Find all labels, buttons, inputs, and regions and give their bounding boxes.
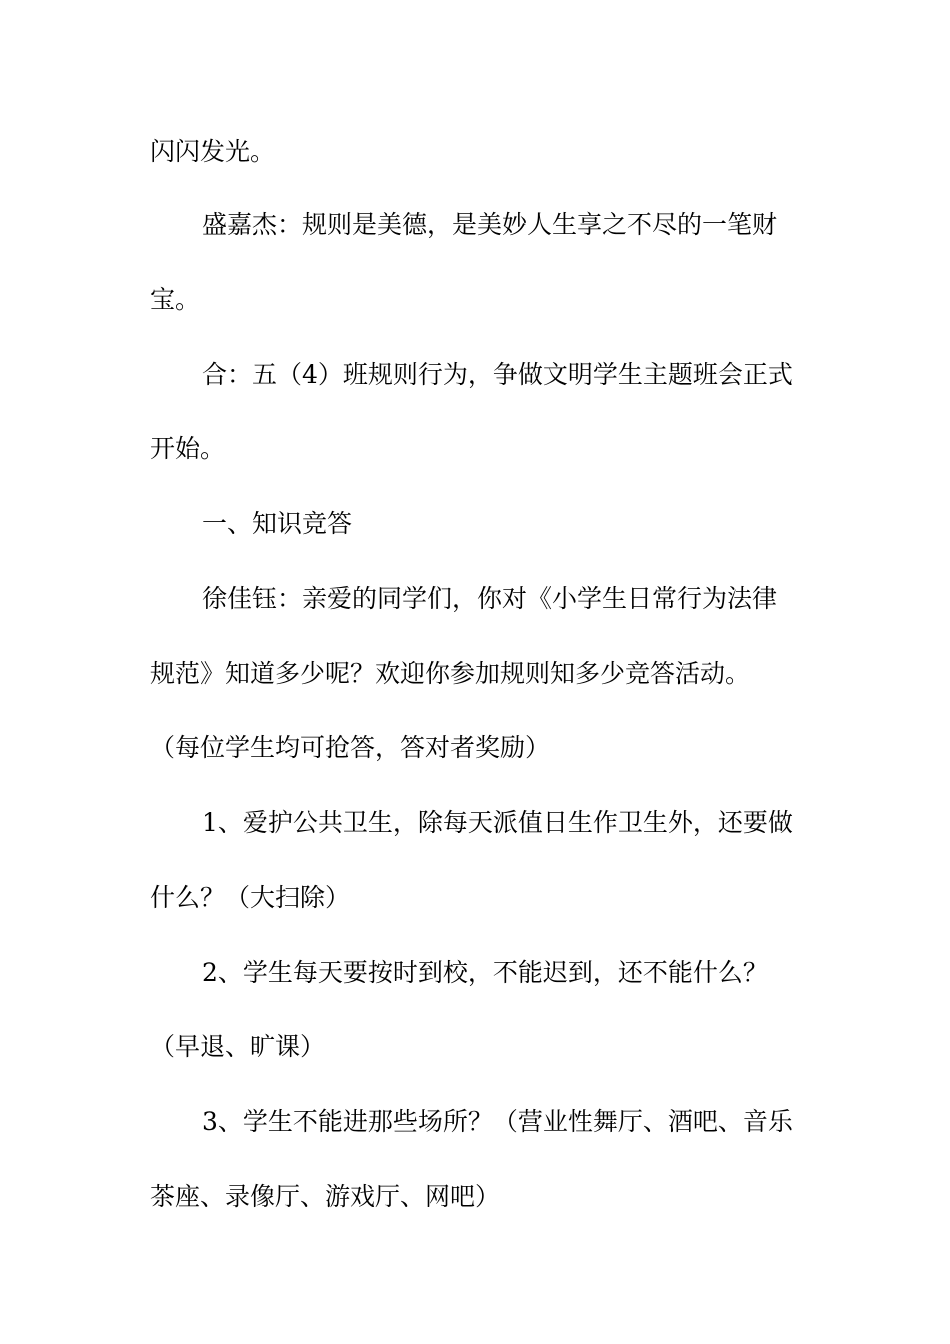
question-line: 2、学生每天要按时到校，不能迟到，还不能什么？ [202, 958, 768, 987]
question-line: 3、学生不能进那些场所？（营业性舞厅、酒吧、音乐 [202, 1107, 793, 1136]
text-line: 宝。 [150, 285, 201, 314]
paragraph-line: 徐佳钰：亲爱的同学们，你对《小学生日常行为法律 [202, 584, 778, 613]
text-line: 规范》知道多少呢？欢迎你参加规则知多少竞答活动。 [150, 659, 751, 688]
paragraph-line: 盛嘉杰：规则是美德，是美妙人生享之不尽的一笔财 [202, 210, 778, 239]
paragraph-line: 合：五（4）班规则行为，争做文明学生主题班会正式 [202, 360, 793, 389]
section-heading: 一、知识竞答 [202, 509, 353, 538]
text-line: （早退、旷课） [150, 1032, 326, 1061]
text-line: 什么？（大扫除） [150, 883, 351, 912]
text-line: 开始。 [150, 434, 226, 463]
question-line: 1、爱护公共卫生，除每天派值日生作卫生外，还要做 [202, 808, 793, 837]
text-line: 茶座、录像厅、游戏厅、网吧） [150, 1182, 501, 1211]
text-line: 闪闪发光。 [150, 137, 276, 166]
text-line: （每位学生均可抢答，答对者奖励） [150, 733, 551, 762]
